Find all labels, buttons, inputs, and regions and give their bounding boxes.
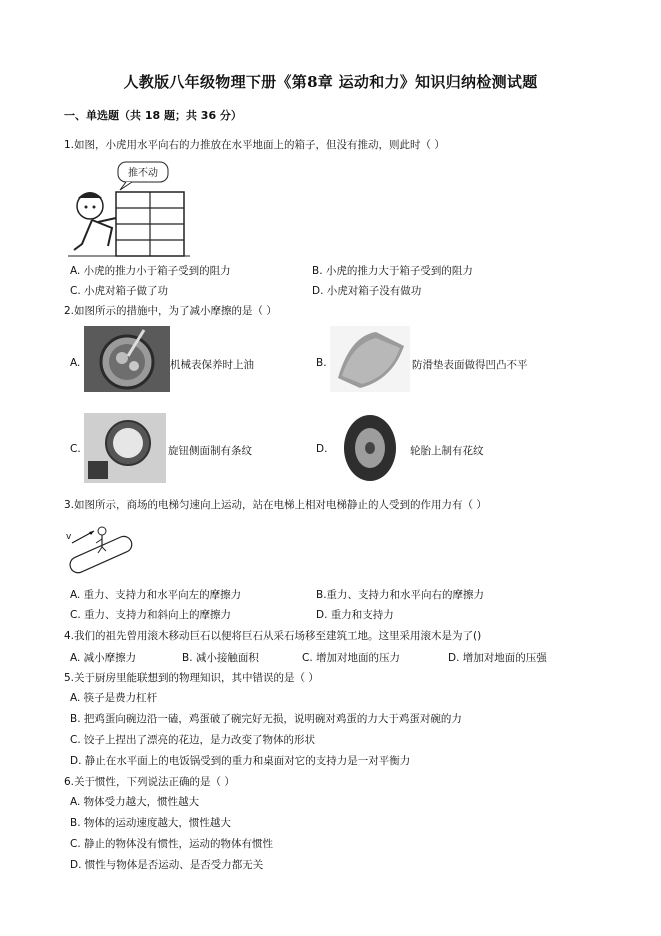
question-4-stem: 4.我们的祖先曾用滚木移动巨石以便将巨石从采石场移至建筑工地。这里采用滚木是为了() [64, 630, 482, 642]
q3-option-a[interactable]: A. 重力、支持力和水平向左的摩擦力 [70, 589, 242, 601]
tire-photo [330, 413, 410, 483]
q4-option-a[interactable]: A. 减小摩擦力 [70, 652, 137, 664]
q5-option-b[interactable]: B. 把鸡蛋向碗边沿一磕，鸡蛋破了碗完好无损，说明碗对鸡蛋的力大于鸡蛋对碗的力 [70, 713, 462, 725]
watch-oiling-photo [84, 326, 170, 392]
section-heading: 一、单选题（共 18 题；共 36 分） [64, 109, 242, 122]
escalator-figure [64, 517, 136, 577]
boy-pushing-box-figure [68, 158, 190, 258]
question-5-stem: 5.关于厨房里能联想到的物理知识，其中错误的是（ ） [64, 672, 319, 684]
velocity-label: v [66, 532, 72, 542]
q6-option-b[interactable]: B. 物体的运动速度越大，惯性越大 [70, 817, 231, 829]
speech-bubble-text: 推不动 [128, 168, 158, 179]
q3-option-c[interactable]: C. 重力、支持力和斜向上的摩擦力 [70, 609, 232, 621]
q2-option-d-letter[interactable]: D. [316, 443, 328, 455]
q4-option-b[interactable]: B. 减小接触面积 [182, 652, 259, 664]
question-3-stem: 3.如图所示，商场的电梯匀速向上运动，站在电梯上相对电梯静止的人受到的作用力有（ ） [64, 499, 487, 511]
anti-slip-mat-photo [330, 326, 410, 392]
question-1-stem: 1.如图，小虎用水平向右的力推放在水平地面上的箱子，但没有推动，则此时（ ） [64, 139, 445, 151]
question-6-stem: 6.关于惯性，下列说法正确的是（ ） [64, 776, 235, 788]
q3-option-b[interactable]: B.重力、支持力和水平向右的摩擦力 [316, 589, 485, 601]
q1-option-a[interactable]: A. 小虎的推力小于箱子受到的阻力 [70, 265, 231, 277]
q1-option-b[interactable]: B. 小虎的推力大于箱子受到的阻力 [312, 265, 473, 277]
q2-option-b-text[interactable]: 防滑垫表面做得凹凸不平 [412, 359, 528, 371]
q6-option-d[interactable]: D. 惯性与物体是否运动、是否受力都无关 [70, 859, 264, 871]
q2-option-d-text[interactable]: 轮胎上制有花纹 [410, 445, 484, 457]
q2-option-a-letter[interactable]: A. [70, 357, 81, 369]
q1-option-d[interactable]: D. 小虎对箱子没有做功 [312, 285, 422, 297]
q4-option-d[interactable]: D. 增加对地面的压强 [448, 652, 547, 664]
q2-option-b-letter[interactable]: B. [316, 357, 327, 369]
q4-option-c[interactable]: C. 增加对地面的压力 [302, 652, 401, 664]
q2-option-c-letter[interactable]: C. [70, 443, 81, 455]
question-2-stem: 2.如图所示的措施中，为了减小摩擦的是（ ） [64, 305, 277, 317]
q1-option-c[interactable]: C. 小虎对箱子做了功 [70, 285, 169, 297]
q5-option-c[interactable]: C. 饺子上捏出了漂亮的花边，是力改变了物体的形状 [70, 734, 316, 746]
q6-option-a[interactable]: A. 物体受力越大，惯性越大 [70, 796, 200, 808]
q5-option-a[interactable]: A. 筷子是费力杠杆 [70, 692, 158, 704]
q6-option-c[interactable]: C. 静止的物体没有惯性，运动的物体有惯性 [70, 838, 274, 850]
q3-option-d[interactable]: D. 重力和支持力 [316, 609, 394, 621]
knob-photo [84, 413, 166, 483]
page-title: 人教版八年级物理下册《第8章 运动和力》知识归纳检测试题 [123, 73, 538, 91]
q5-option-d[interactable]: D. 静止在水平面上的电饭锅受到的重力和桌面对它的支持力是一对平衡力 [70, 755, 411, 767]
q2-option-a-text[interactable]: 机械表保养时上油 [170, 359, 254, 371]
q2-option-c-text[interactable]: 旋钮侧面制有条纹 [168, 445, 252, 457]
